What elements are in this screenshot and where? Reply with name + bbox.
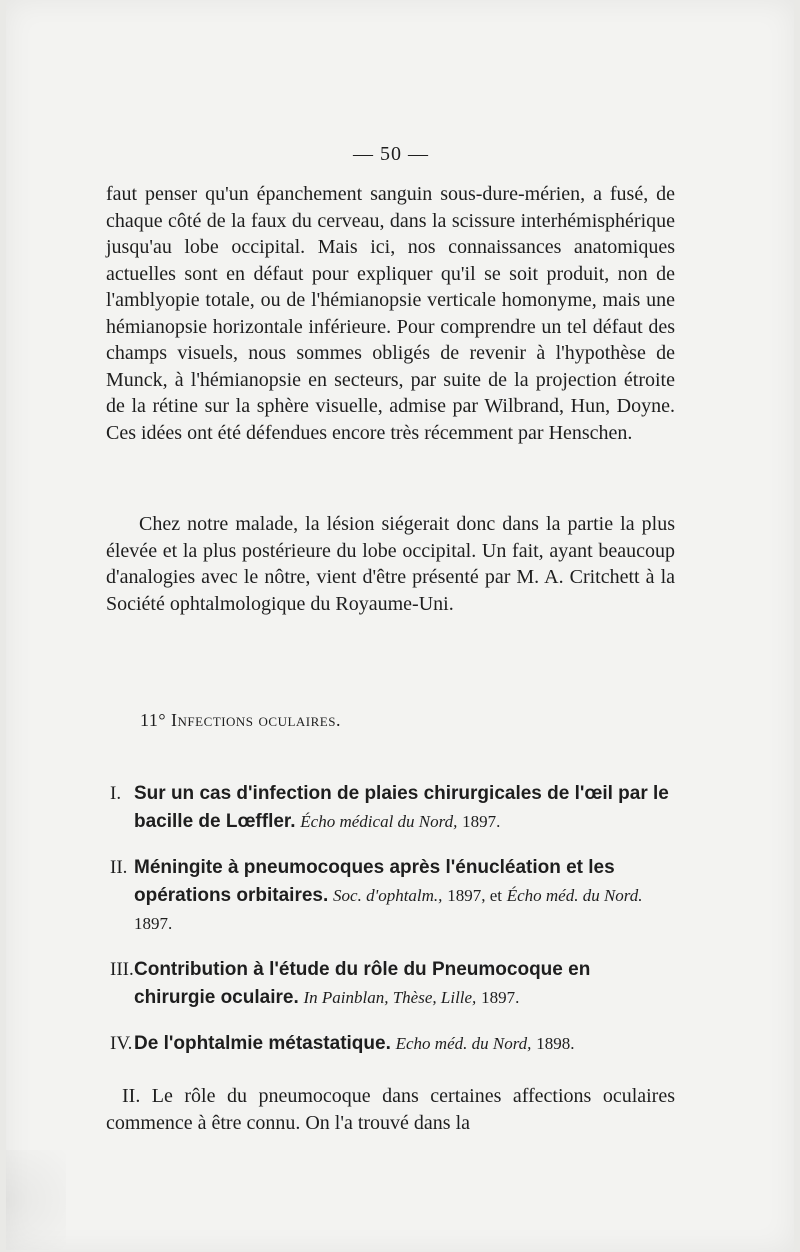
paragraph-1 — [106, 181, 675, 446]
reference-list — [110, 780, 676, 1058]
reference-title: Méningite à pneumocoques après l'énucléation et les opérations orbitaires. — [134, 857, 615, 906]
reference-item — [110, 780, 676, 836]
reference-number: I. — [110, 783, 122, 804]
reference-source: Echo méd. du Nord, — [395, 1034, 532, 1053]
paragraph-2-text: Chez notre malade, la lésion siégerait donc dans la partie la plus élevée et la plus postérieure du lobe occipital. Un fait, ayant beaucoup d'analogies avec le nôtre, vient d'être présenté par M. A. Critchett à la Société ophtalmologique du Royaume-Uni. — [106, 513, 675, 615]
document-page — [6, 0, 794, 1252]
reference-source: Soc. d'ophtalm., — [333, 886, 443, 905]
reference-number: II. — [110, 857, 128, 878]
paragraph-1-text: faut penser qu'un épanchement sanguin sous-dure-mérien, a fusé, de chaque côté de la faux du cerveau, dans la scissure interhémisphérique jusqu'au lobe occipital. Mais ici, nos connaissances anatomiques actuelles sont en défaut pour expliquer qu'il se soit produit, non de l'amblyopie totale, ou de l'hémianopsie verticale homonyme, mais une hémianopsie horizontale inférieure. Pour comprendre un tel défaut des champs visuels, nous sommes obligés de revenir à l'hypothèse de Munck, à l'hémianopsie en secteurs, par suite de la projection étroite de la rétine sur la sphère visuelle, admise par Wilbrand, Hun, Doyne. Ces idées ont été défendues encore très récemment par Henschen. — [106, 183, 675, 444]
page-number: — 50 — — [353, 143, 429, 165]
reference-year: 1898. — [536, 1034, 575, 1053]
paragraph-2 — [106, 511, 675, 617]
paragraph-3 — [106, 1083, 675, 1136]
section-heading — [140, 710, 341, 731]
paragraph-3-text: II. Le rôle du pneumocoque dans certaines affections oculaires commence à être connu. On l'a trouvé dans la — [106, 1085, 675, 1134]
section-title: Infections oculaires. — [171, 710, 341, 730]
reference-title: Sur un cas d'infection de plaies chirurgicales de l'œil par le bacille de Lœffler. — [134, 783, 669, 832]
reference-title: Contribution à l'étude du rôle du Pneumocoque en chirurgie oculaire. — [134, 959, 591, 1008]
reference-year: 1897. — [462, 812, 501, 831]
reference-year-2: 1897. — [134, 914, 173, 933]
section-number: 11° — [140, 710, 167, 730]
paper-smudge — [6, 1150, 66, 1250]
reference-item — [110, 854, 676, 938]
reference-number: IV. — [110, 1033, 133, 1054]
reference-source: Écho médical du Nord, — [300, 812, 458, 831]
reference-year: 1897. — [481, 988, 520, 1007]
reference-year: 1897, et — [447, 886, 502, 905]
reference-item — [110, 956, 676, 1012]
reference-source: In Painblan, Thèse, Lille, — [303, 988, 477, 1007]
reference-number: III. — [110, 959, 134, 980]
reference-title: De l'ophtalmie métastatique. — [134, 1033, 391, 1054]
reference-item — [110, 1030, 676, 1058]
reference-source-2: Écho méd. du Nord. — [506, 886, 643, 905]
